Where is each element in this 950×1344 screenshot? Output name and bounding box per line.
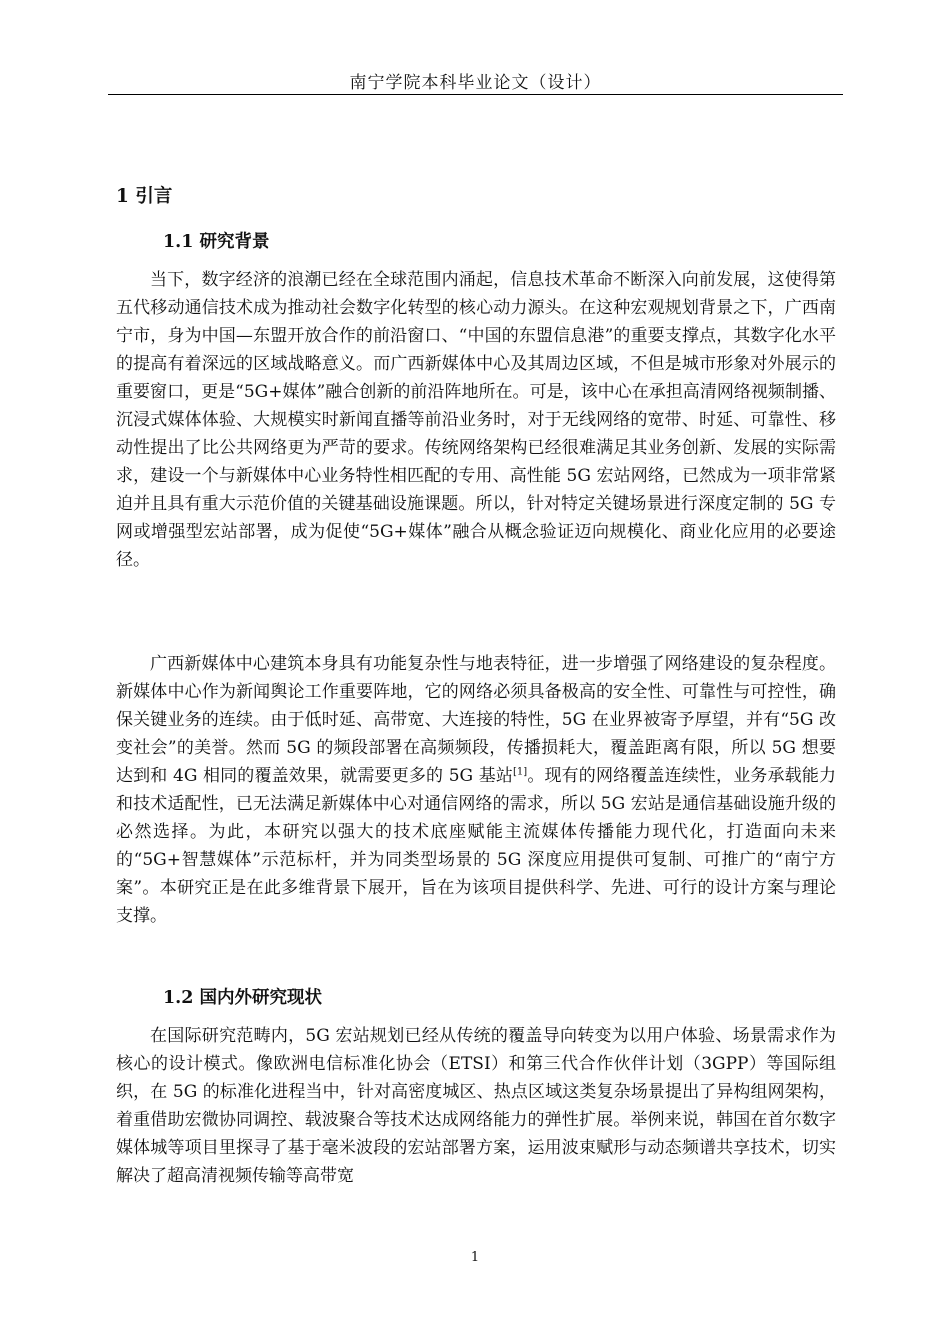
paragraph-background-1: 当下，数字经济的浪潮已经在全球范围内涌起，信息技术革命不断深入向前发展，这使得第五代移动通信技术成为推动社会数字化转型的核心动力源头。在这种宏观规划背景之下，广西南宁市，身为中国—东盟开放合作的前沿窗口、“中国的东盟信息港”的重要支撑点，其数字化水平的提高有着深远的区域战略意义。而广西新媒体中心及其周边区域，不但是城市形象对外展示的重要窗口，更是“5G+媒体”融合创新的前沿阵地所在。可是，该中心在承担高清网络视频制播、沉浸式媒体体验、大规模实时新闻直播等前沿业务时，对于无线网络的宽带、时延、可靠性、移动性提出了比公共网络更为严苛的要求。传统网络架构已经很难满足其业务创新、发展的实际需求，建设一个与新媒体中心业务特性相匹配的专用、高性能 5G 宏站网络，已然成为一项非常紧迫并且具有重大示范价值的关键基础设施课题。所以，针对特定关键场景进行深度定制的 5G 专网或增强型宏站部署，成为促使“5G+媒体”融合从概念验证迈向规模化、商业化应用的必要途径。 (116, 270, 836, 570)
running-header: 南宁学院本科毕业论文（设计） (349, 73, 602, 93)
paragraph-background-2 (116, 650, 836, 930)
citation-marker[interactable]: [1] (513, 766, 528, 778)
subsection-heading-research-status: 1.2 国内外研究现状 (163, 988, 323, 1008)
paragraph-text: 。现有的网络覆盖连续性，业务承载能力和技术适配性，已无法满足新媒体中心对通信网络的需求，所以 5G 宏站是通信基础设施升级的必然选择。为此，本研究以强大的技术底座赋能主流媒体传播能力现代化，打造面向未来的“5G+智慧媒体”示范标杆，并为同类型场景的 5G 深度应用提供可复制、可推广的“南宁方案”。本研究正是在此多维背景下展开，旨在为该项目提供科学、先进、可行的设计方案与理论支撑。 (116, 766, 836, 926)
header-rule (108, 94, 843, 95)
subsection-heading-background: 1.1 研究背景 (163, 232, 270, 252)
page-number: 1 (470, 1250, 480, 1265)
paragraph-text: 广西新媒体中心建筑本身具有功能复杂性与地表特征，进一步增强了网络建设的复杂程度。新媒体中心作为新闻舆论工作重要阵地，它的网络必须具备极高的安全性、可靠性与可控性，确保关键业务的连续。由于低时延、高带宽、大连接的特性，5G 在业界被寄予厚望，并有“5G 改变社会”的美誉。然而 5G 的频段部署在高频频段，传播损耗大，覆盖距离有限，所以 5G 想要达到和 4G 相同的覆盖效果，就需要更多的 5G 基站 (116, 654, 836, 786)
section-heading-introduction: 1 引言 (116, 186, 173, 207)
paragraph-research-status-1: 在国际研究范畴内，5G 宏站规划已经从传统的覆盖导向转变为以用户体验、场景需求作为核心的设计模式。像欧洲电信标准化协会（ETSI）和第三代合作伙伴计划（3GPP）等国际组织，在 5G 的标准化进程当中，针对高密度城区、热点区域这类复杂场景提出了异构组网架构，着重借助宏微协同调控、载波聚合等技术达成网络能力的弹性扩展。举例来说，韩国在首尔数字媒体城等项目里探寻了基于毫米波段的宏站部署方案，运用波束赋形与动态频谱共享技术，切实解决了超高清视频传输等高带宽 (116, 1026, 836, 1186)
